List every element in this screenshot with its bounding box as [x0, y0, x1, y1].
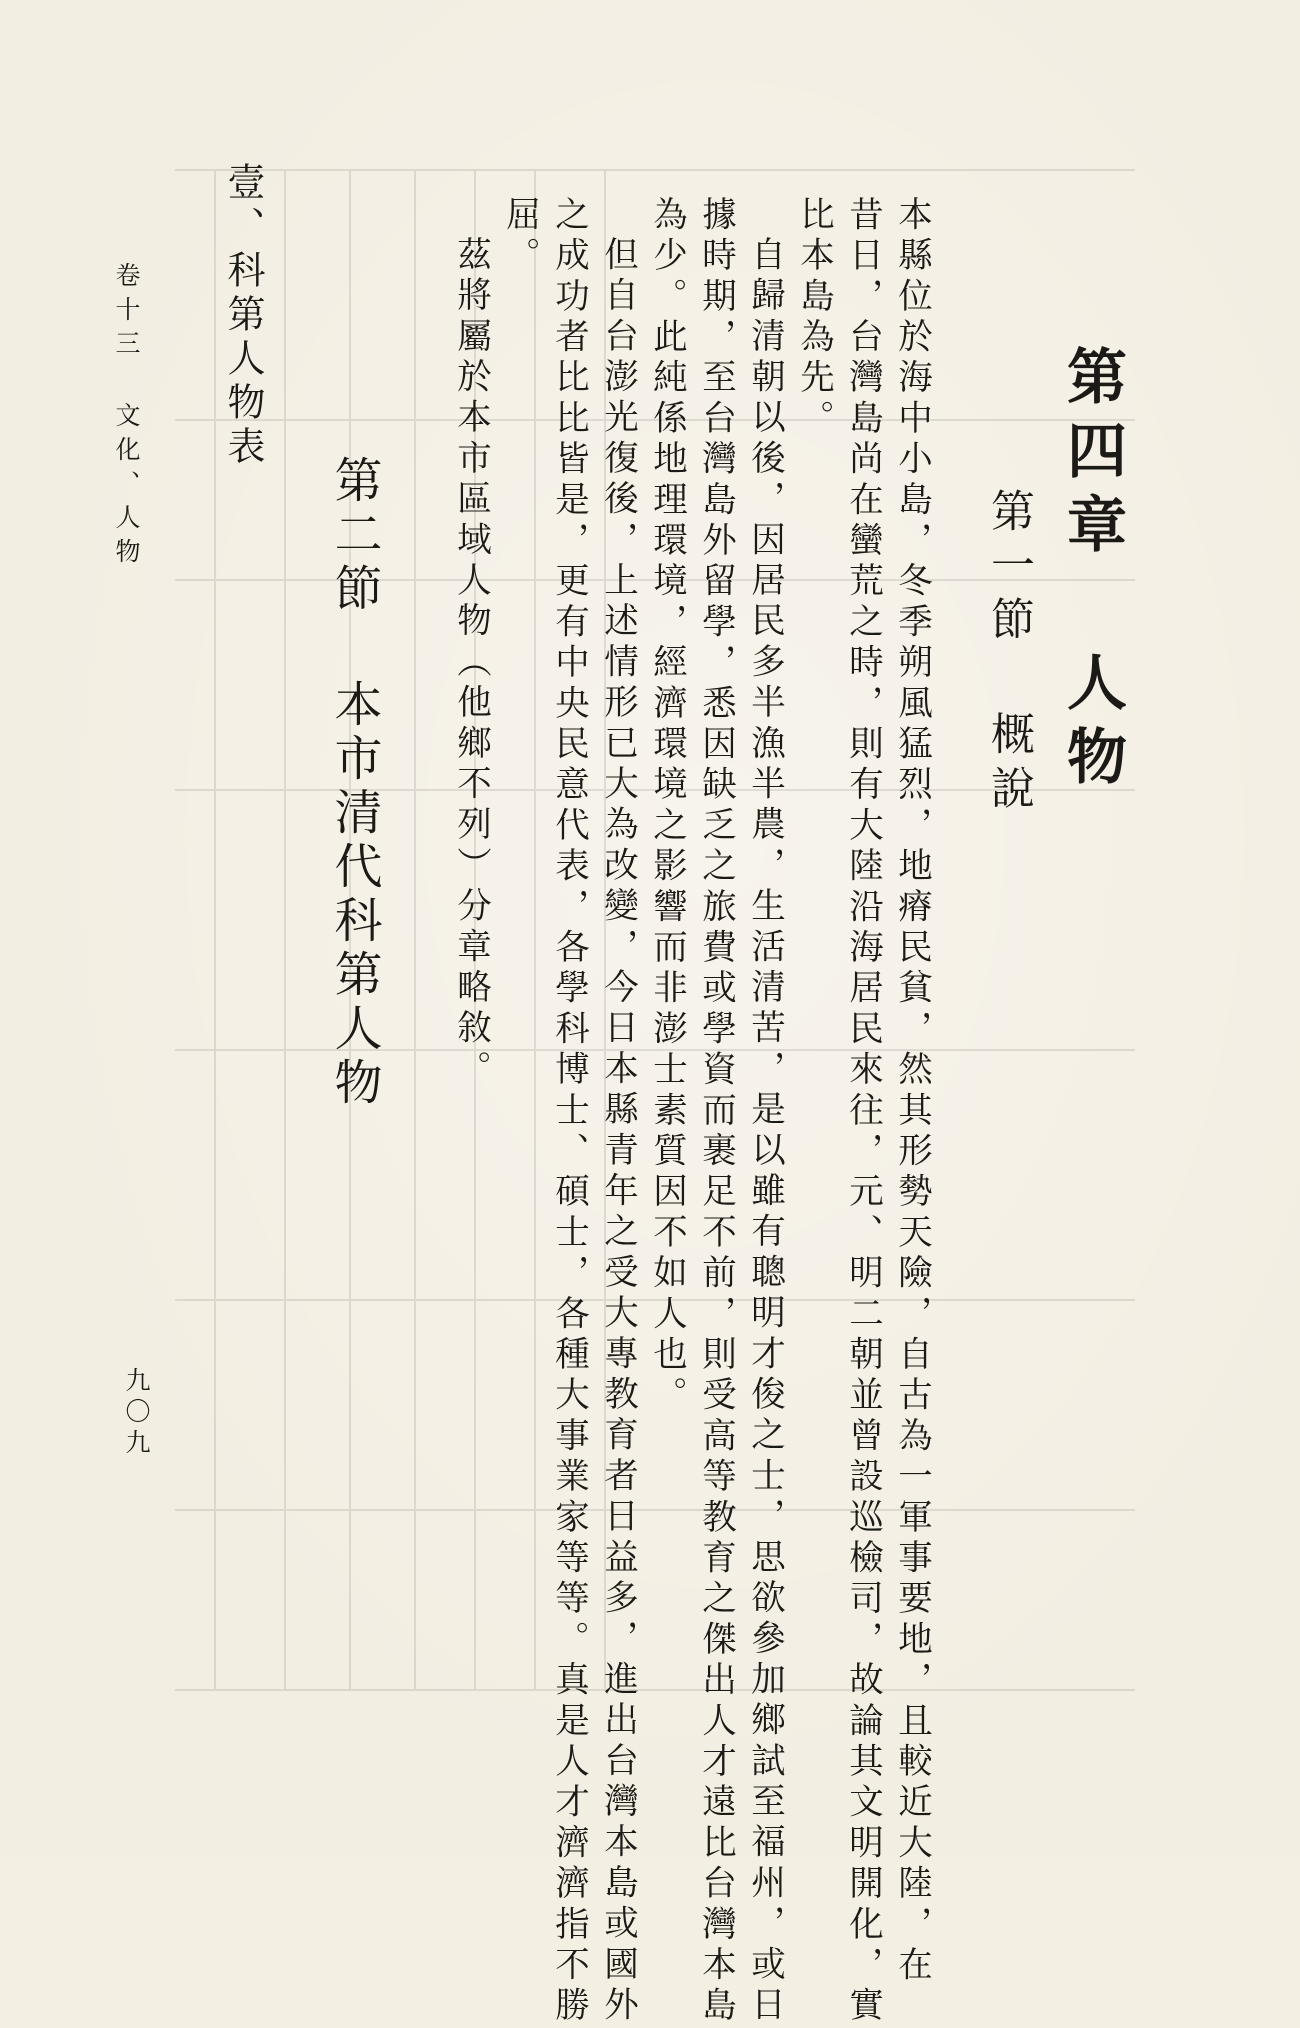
subsection-heading: 壹、科第人物表: [221, 162, 265, 470]
body-column-7: 但自台澎光復後，上述情形已大為改變，今日本縣青年之受大專教育者日益多，進出台灣本島或國外: [597, 236, 638, 2027]
body-column-9: 屈。: [499, 196, 540, 278]
body-column-2: 昔日，台灣島尚在蠻荒之時，則有大陸沿海居民來往，元、明二朝並曾設巡檢司，故論其文明開化，實: [842, 196, 883, 2028]
chapter-title: 第四章 人物: [1057, 345, 1127, 799]
body-column-5: 據時期，至台灣島外留學，悉因缺乏之旅費或學資而裹足不前，則受高等教育之傑出人才遠比台灣本島: [695, 196, 736, 2028]
body-column-10: 茲將屬於本市區域人物（他鄉不列）分章略敘。: [450, 236, 491, 1091]
running-head: 卷十三 文化、人物: [112, 262, 141, 572]
section-one-title: 第一節 概說: [983, 488, 1034, 819]
page-number: 九〇九: [122, 1367, 151, 1460]
body-column-4: 自歸清朝以後，因居民多半漁半農，生活清苦，是以雖有聰明才俊之士，思欲參加鄉試至福州，或日: [744, 236, 785, 2027]
body-column-1: 本縣位於海中小島，冬季朔風猛烈，地瘠民貧，然其形勢天險，自古為一軍事要地，且較近大陸，在: [891, 196, 932, 1987]
body-column-8: 之成功者比比皆是，更有中央民意代表，各學科博士、碩士，各種大事業家等等。真是人才濟濟指不勝: [548, 196, 589, 2028]
body-column-3: 比本島為先。: [793, 196, 834, 441]
body-column-6: 為少。此純係地理環境，經濟環境之影響而非澎士素質因不如人也。: [646, 196, 687, 1417]
section-two-title: 第二節 本市清代科第人物: [326, 455, 382, 1111]
